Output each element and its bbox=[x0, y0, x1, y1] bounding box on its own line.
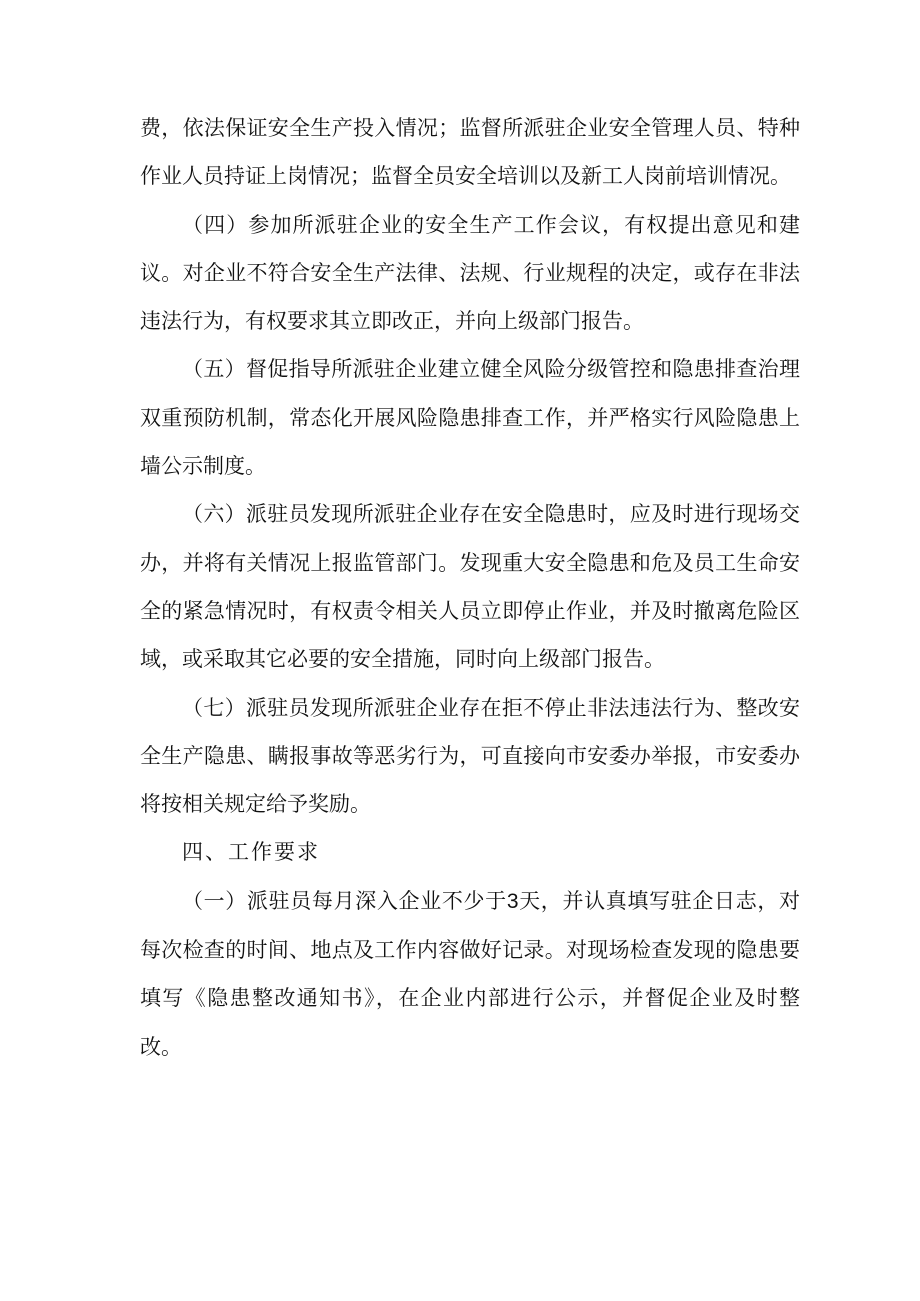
requirement-text-start: （一）派驻员每月深入企业不少于 bbox=[182, 888, 507, 913]
paragraph-item-4: （四）参加所派驻企业的安全生产工作会议，有权提出意见和建议。对企业不符合安全生产法律、法规、行业规程的决定，或存在非法违法行为，有权要求其立即改正，并向上级部门报告。 bbox=[140, 212, 800, 334]
section-heading: 四、工作要求 bbox=[182, 840, 320, 865]
paragraph-requirement-1 bbox=[140, 877, 800, 1071]
paragraph-item-7: （七）派驻员发现所派驻企业存在拒不停止非法违法行为、整改安全生产隐患、瞒报事故等恶劣行为，可直接向市安委办举报，市安委办将按相关规定给予奖励。 bbox=[140, 695, 800, 817]
requirement-text-end: 天，并认真填写驻企日志，对每次检查的时间、地点及工作内容做好记录。对现场检查发现的隐患要填写《隐患整改通知书》，在企业内部进行公示，并督促企业及时整改。 bbox=[140, 888, 801, 1059]
days-count: 3 bbox=[506, 889, 519, 913]
paragraph-continuation: 费，依法保证安全生产投入情况；监督所派驻企业安全管理人员、特种作业人员持证上岗情况；监督全员安全培训以及新工人岗前培训情况。 bbox=[140, 116, 800, 189]
document-body bbox=[140, 104, 800, 1071]
paragraph-item-5: （五）督促指导所派驻企业建立健全风险分级管控和隐患排查治理双重预防机制，常态化开展风险隐患排查工作，并严格实行风险隐患上墙公示制度。 bbox=[140, 357, 800, 479]
paragraph-item-6: （六）派驻员发现所派驻企业存在安全隐患时，应及时进行现场交办，并将有关情况上报监管部门。发现重大安全隐患和危及员工生命安全的紧急情况时，有权责令相关人员立即停止作业，并及时撤离危险区域，或采取其它必要的安全措施，同时向上级部门报告。 bbox=[140, 502, 800, 672]
